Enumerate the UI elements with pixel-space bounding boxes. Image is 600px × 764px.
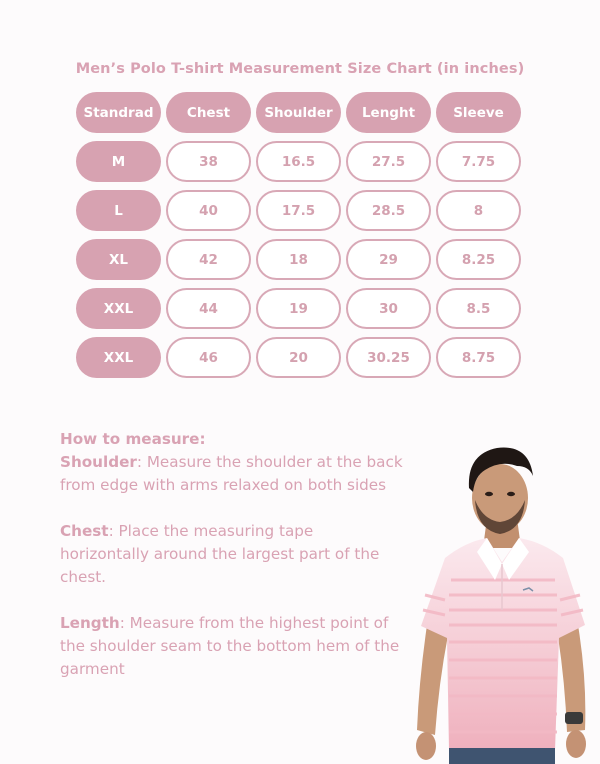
length-instruction xyxy=(60,612,405,681)
length-value: 28.5 xyxy=(346,190,431,231)
sleeve-value: 8.5 xyxy=(436,288,521,329)
chart-title: Men’s Polo T-shirt Measurement Size Chart (in inches) xyxy=(75,61,525,77)
shoulder-value: 17.5 xyxy=(256,190,341,231)
shoulder-instruction xyxy=(60,451,405,497)
sleeve-value: 8.75 xyxy=(436,337,521,378)
header-sleeve: Sleeve xyxy=(436,92,521,133)
chest-label: Chest xyxy=(60,522,109,540)
shoulder-text: : Measure the shoulder at the back from edge with arms relaxed on both sides xyxy=(60,453,403,494)
chest-value: 42 xyxy=(166,239,251,280)
sleeve-value: 7.75 xyxy=(436,141,521,182)
header-standard: Standrad xyxy=(76,92,161,133)
size-label: XXL xyxy=(76,337,161,378)
size-label: XXL xyxy=(76,288,161,329)
chest-value: 46 xyxy=(166,337,251,378)
length-text: : Measure from the highest point of the shoulder seam to the bottom hem of the garment xyxy=(60,614,400,678)
length-value: 27.5 xyxy=(346,141,431,182)
header-shoulder: Shoulder xyxy=(256,92,341,133)
sleeve-value: 8.25 xyxy=(436,239,521,280)
chest-value: 38 xyxy=(166,141,251,182)
shoulder-label: Shoulder xyxy=(60,453,137,471)
model-photo xyxy=(405,430,600,764)
size-chart-table xyxy=(76,92,524,378)
how-to-measure-section xyxy=(60,428,405,704)
size-label: L xyxy=(76,190,161,231)
shoulder-value: 16.5 xyxy=(256,141,341,182)
length-value: 30.25 xyxy=(346,337,431,378)
shoulder-value: 19 xyxy=(256,288,341,329)
chest-instruction xyxy=(60,520,405,589)
shoulder-value: 18 xyxy=(256,239,341,280)
header-length: Lenght xyxy=(346,92,431,133)
chest-value: 44 xyxy=(166,288,251,329)
how-to-measure-heading: How to measure: xyxy=(60,430,206,448)
length-value: 30 xyxy=(346,288,431,329)
size-label: XL xyxy=(76,239,161,280)
chest-value: 40 xyxy=(166,190,251,231)
size-label: M xyxy=(76,141,161,182)
shoulder-value: 20 xyxy=(256,337,341,378)
header-chest: Chest xyxy=(166,92,251,133)
chest-text: : Place the measuring tape horizontally around the largest part of the chest. xyxy=(60,522,380,586)
length-value: 29 xyxy=(346,239,431,280)
length-label: Length xyxy=(60,614,120,632)
sleeve-value: 8 xyxy=(436,190,521,231)
